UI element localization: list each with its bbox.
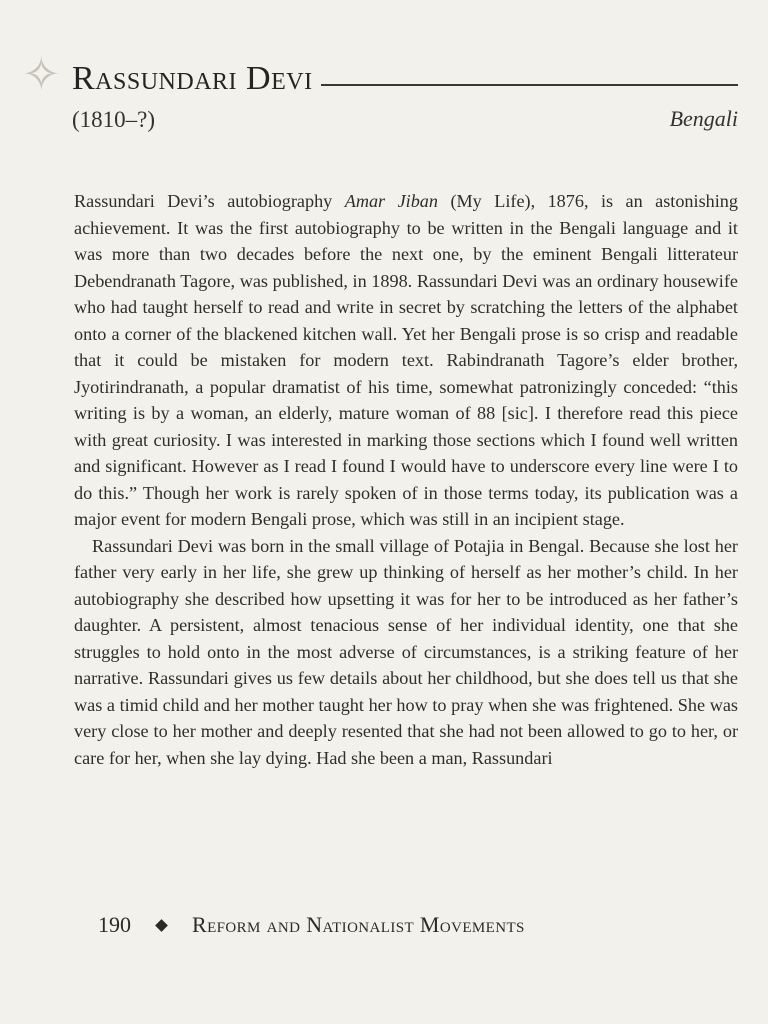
paragraph-1 xyxy=(74,188,738,533)
page-title: Rassundari Devi xyxy=(72,60,313,97)
title-row xyxy=(72,52,738,96)
language-label: Bengali xyxy=(669,106,738,131)
running-head: Reform and Nationalist Movements xyxy=(192,912,525,937)
page-footer xyxy=(98,912,525,938)
paragraph-2: Rassundari Devi was born in the small village of Potajia in Bengal. Because she lost her father very early in her life, she grew up thinking of herself as her mother’s child. In her autobiography she described how upsetting it was for her to be introduced as her father’s daughter. A persistent, almost tenacious sense of her individual identity, one that she struggles to hold onto in the most adverse of circumstances, is a striking feature of her narrative. Rassundari gives us few details about her childhood, but she does tell us that she was a timid child and her mother taught her how to pray when she was frightened. She was very close to her mother and deeply resented that she had not been allowed to go to her, or care for her, when she lay dying. Had she been a man, Rassundari xyxy=(74,535,738,768)
ornament-icon: ✧ xyxy=(22,49,61,100)
body-text xyxy=(74,188,738,771)
page-number: 190 xyxy=(98,912,131,937)
diamond-icon xyxy=(155,919,168,932)
author-dates: (1810–?) xyxy=(72,107,156,132)
book-title: Amar Jiban xyxy=(344,191,438,211)
title-rule xyxy=(321,84,738,86)
paragraph-1-pre: Rassundari Devi’s autobiography xyxy=(74,191,345,211)
paragraph-1-post: (My Life), 1876, is an astonishing achievement. It was the first autobiography to be written in the Bengali language and it was more than two decades before the next one, by the eminent Bengali litterateur Debendranath Tagore, was published, in 1898. Rassundari Devi was an ordinary housewife who had taught herself to read and write in secret by scratching the letters of the alphabet onto a corner of the blackened kitchen wall. Yet her Bengali prose is so crisp and readable that it could be mistaken for modern text. Rabindranath Tagore’s elder brother, Jyotirindranath, a popular dramatist of his time, somewhat patronizingly conceded: “this writing is by a woman, an elderly, mature woman of 88 [sic]. I therefore read this piece with great curiosity. I was interested in marking those sections which I found well written and significant. However as I read I found I would have to underscore every line were I to do this.” Though her work is rarely spoken of in those terms today, its publication was a major event for modern Bengali prose, which was still in an incipient stage. xyxy=(74,191,738,529)
